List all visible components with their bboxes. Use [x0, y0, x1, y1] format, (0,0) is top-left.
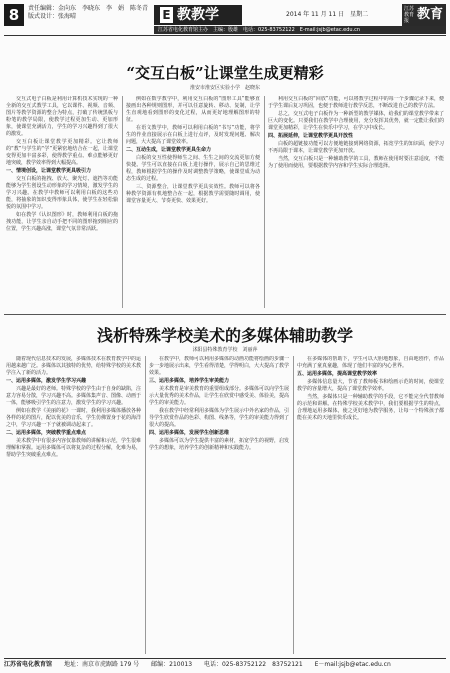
paper-logo: [402, 4, 446, 26]
article-separator: [4, 314, 446, 315]
body-paragraph: 交互白板的拖拽、放大、聚光灯、遮挡等功能能够为学生创设生动形象的学习情境，激发学生的学习兴趣。在教学中教师可以利用白板的这些功能，将抽象的知识变得形象具体，使学生在轻松愉悦的氛围中学习。: [6, 176, 118, 210]
page-number: 8: [4, 4, 24, 26]
footer-postcode: 邮编：210013: [151, 661, 193, 668]
article2-column-3: [297, 356, 444, 654]
page-footer: [4, 658, 446, 670]
section-heading: 二、运用多媒体，突破教学重点难点: [6, 430, 87, 436]
body-paragraph: 例如在数学教学中，利用交互白板的“图形工具”能够直接画出各种规则图形，并可以任意旋转、移动、复制，让学生直观地看到图形的变化过程，从而更好地理解图形的特征。: [126, 96, 260, 123]
body-paragraph: 白板的超链接功能可以方便地链接到网络资源，拓宽学生的知识面，使学习不再局限于课本，让课堂教学更加开放。: [268, 141, 444, 154]
body-paragraph: 当然，多媒体只是一种辅助教学的手段，它不能完全代替教师的示范和讲解。在特殊学校美术教学中，我们要根据学生的特点，合理地运用多媒体，使之更好地为教学服务，让每一个特殊孩子都能在美术的天地里快乐成长。: [297, 394, 444, 421]
section-heading: 三、运用多媒体，培养学生审美能力: [149, 378, 230, 384]
logo-small-text: 江苏教育报: [404, 6, 415, 24]
body-paragraph: 例如在教学《美丽的花》一课时，我利用多媒体播放各种各样的花的图片，配以优美的音乐，学生仿佛置身于花的海洋之中，学习兴趣一下子就被调动起来了。: [6, 408, 141, 428]
section-heading: 四、运用多媒体，发展学生创新思维: [149, 430, 230, 436]
footer-address: 地址：南京市虎踞路 179 号: [63, 661, 140, 668]
body-paragraph: 多媒体可以为学生提供丰富的素材，拓宽学生的视野，启发学生的想象，培养学生的创新精神和实践能力。: [149, 438, 289, 451]
body-paragraph: 当然，交互白板只是一种辅助教学的工具，教师在使用时要注意适度，不能为了使用而使用，要根据教学内容和学生实际合理选择。: [268, 156, 444, 169]
body-paragraph: 在教学中，教师可以利用多媒体的动画功能将绘画的步骤一步一步地展示出来，学生看得清楚，学得明白，大大提高了教学效果。: [149, 356, 289, 376]
section-heading: 五、运用多媒体，提高课堂教学效率: [297, 371, 378, 377]
body-paragraph: 三、资源整合，让课堂教学更具实效性。教师可以将各种教学资源有机地整合在一起，根据教学需要随时调用，使课堂容量更大、节奏更快、效果更好。: [126, 184, 260, 204]
article2-column-1: [6, 356, 141, 654]
footer-email: E－mail:jsjb@etac.edu.cn: [314, 661, 391, 668]
editors-line: 责任编辑：金向东 李晓东 李 娟 陈冬青: [28, 5, 149, 12]
article1-column-3: [268, 96, 444, 308]
column-divider: [122, 96, 123, 308]
article1-column-2: [126, 96, 260, 308]
article1-title: “交互白板”让课堂生成更精彩: [126, 64, 324, 82]
body-paragraph: 兴趣是最好的老师。特殊学校的学生由于自身的缺陷，注意力容易分散，学习兴趣不高。多媒体集声音、图像、动画于一体，能够吸引学生的注意力，激发学生的学习兴趣。: [6, 386, 141, 406]
body-paragraph: 利用交互白板的“回放”功能，可以将教学过程中的每一个步骤记录下来，便于学生课后复习巩固，也便于教师进行教学反思，不断改进自己的教学方法。: [268, 96, 444, 109]
section-heading: 二、互动生成，让课堂教学更具生命力: [126, 147, 212, 153]
section-heading: 一、运用多媒体，激发学生学习兴趣: [6, 378, 87, 384]
body-paragraph: 交互式电子白板是利用计算机技术实现的一种全新的交互式教学工具，它以课件、视频、音频、图片等教学资源的整合为特点，打破了传统黑板与粉笔的教学局限，使教学过程更加生动、更加形象，使课堂充满活力，学生的学习兴趣得到了很大的激发。: [6, 96, 118, 137]
body-paragraph: 我在教学中经常利用多媒体为学生展示中外名家的作品，引导学生欣赏作品的色彩、构图、线条等，学生的审美能力得到了很大的提高。: [149, 408, 289, 428]
header-info-bar: 江苏省电化教育馆主办 主编：殷雄 电话：025-83752122 E-mail:jsjb@etac.edu.cn: [154, 26, 446, 34]
column-divider: [145, 356, 146, 654]
footer-brand: 江苏省电化教育馆: [4, 661, 53, 668]
page-header: [4, 4, 446, 34]
footer-phone: 电话：025-83752122 83752121: [203, 661, 303, 668]
article2-column-2: [149, 356, 289, 654]
article2-title: 浅析特殊学校美术的多媒体辅助教学: [96, 326, 353, 345]
article1-column-1: [6, 96, 118, 308]
section-letter: E: [160, 7, 173, 23]
body-paragraph: 美术教育是审美教育的重要组成部分。多媒体可以向学生展示大量优秀的美术作品，让学生在欣赏中感受美、体验美，提高学生的审美能力。: [149, 386, 289, 406]
body-paragraph: 在语文教学中，教师可以利用白板的“书写”功能，将学生的作业直接展示在白板上进行点评，及时发现问题、解决问题，大大提高了课堂效率。: [126, 125, 260, 145]
article2-byline: 沭阳县特殊教育学校 刘丽萍: [192, 347, 258, 353]
body-paragraph: 白板的交互性使得师生之间、生生之间的交流更加方便快捷。学生可以直接在白板上进行操作，展示自己的思维过程，教师根据学生的操作及时调整教学策略，使课堂成为动态生成的过程。: [126, 155, 260, 182]
designer-line: 版式设计：张海晴: [28, 13, 77, 20]
editors-info: [28, 5, 148, 21]
section-name: 教教学: [177, 7, 219, 23]
logo-text: 教育: [416, 7, 443, 22]
body-paragraph: 在多媒体的帮助下，学生可以大胆地想象，自由地创作，作品中充满了童真童趣，体现了他们丰富的内心世界。: [297, 356, 444, 369]
column-divider: [264, 96, 265, 308]
section-heading: 一、情境创设，让课堂教学更具吸引力: [6, 168, 92, 174]
column-divider: [293, 356, 294, 654]
body-paragraph: 如在教学《认识图形》时，教师利用白板的拖拽功能，让学生亲自动手把不同的图形拖到相应的位置，学生兴趣高涨，课堂气氛非常活跃。: [6, 212, 118, 232]
body-paragraph: 多媒体信息量大，节省了教师板书和绘画示范的时间，使课堂教学的容量增大，提高了课堂教学效率。: [297, 379, 444, 392]
body-paragraph: 交互白板让课堂教学更加精彩。它让教师的“教”与学生的“学”更紧密地结合在一起，让课堂变得更加丰富多彩，使得教学重点、难点能够更好地突破，教学效率得到大幅提高。: [6, 139, 118, 166]
article1-byline: 淮安市淮安区实验小学 赵晓东: [189, 85, 260, 91]
body-paragraph: 随着现代信息技术的发展，多媒体技术在教育教学中的运用越来越广泛。多媒体以其独特的优势，给特殊学校的美术教学注入了新的活力。: [6, 356, 141, 376]
issue-date: 2014 年 11 月 11 日 星期二: [286, 11, 369, 18]
section-heading: 四、拓展延伸，让课堂教学更具开放性: [268, 133, 354, 139]
body-paragraph: 总之，交互式电子白板作为一种新型的教学媒体，给我们的课堂教学带来了巨大的变化。只要我们在教学中合理使用，充分发挥其优势，就一定能让我们的课堂更加精彩，让学生在快乐中学习，在学习中成长。: [268, 111, 444, 131]
body-paragraph: 美术教学中有很多内容仅靠教师的讲解和示范，学生很难理解和掌握。运用多媒体可以将复杂的过程分解，化难为易，帮助学生突破重点难点。: [6, 438, 141, 458]
section-banner: [154, 5, 242, 25]
header-rule: [4, 35, 446, 36]
